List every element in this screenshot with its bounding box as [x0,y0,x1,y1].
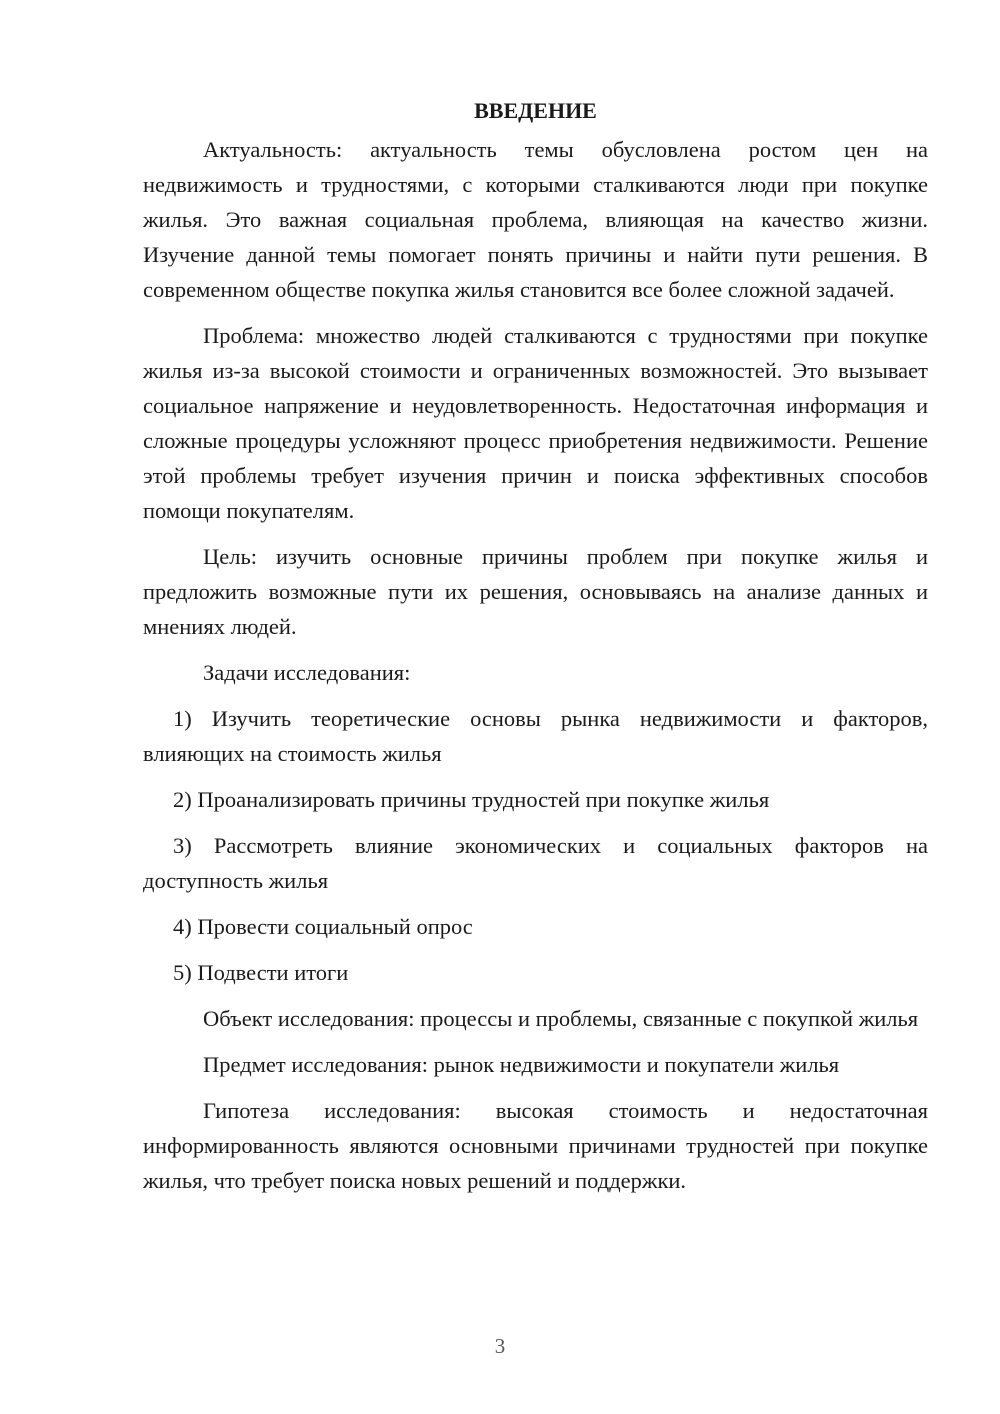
task-item-4: 4) Провести социальный опрос [173,914,473,939]
paragraph-problem: Проблема: множество людей сталкиваются с трудностями при покупке жилья из-за высокой стоимости и ограниченных возможностей. Это вызывает социальное напряжение и неудовлетворенность. Недостаточная информация и сложные процедуры усложняют процесс приобретения недвижимости. Решение этой проблемы требует изучения причин и поиска эффективных способов помощи покупателям. [143,323,928,523]
task-item-5: 5) Подвести итоги [173,960,349,985]
paragraph-tasks-title: Задачи исследования: [203,660,411,685]
paragraph-hypothesis: Гипотеза исследования: высокая стоимость и недостаточная информированность являются основными причинами трудностей при покупке жилья, что требует поиска новых решений и поддержки. [143,1098,928,1193]
task-item-3: 3) Рассмотреть влияние экономических и социальных факторов на доступность жилья [143,833,928,893]
paragraph-object: Объект исследования: процессы и проблемы, связанные с покупкой жилья [203,1006,919,1031]
section-heading: ВВЕДЕНИЕ [474,98,597,123]
task-item-2: 2) Проанализировать причины трудностей при покупке жилья [173,787,770,812]
task-item-1: 1) Изучить теоретические основы рынка недвижимости и факторов, влияющих на стоимость жилья [143,706,928,766]
page-number: 3 [494,1334,506,1358]
paragraph-subject: Предмет исследования: рынок недвижимости и покупатели жилья [203,1052,840,1077]
document-body [143,96,928,1209]
paragraph-goal: Цель: изучить основные причины проблем при покупке жилья и предложить возможные пути их решения, основываясь на анализе данных и мнениях людей. [143,544,928,639]
paragraph-relevance: Актуальность: актуальность темы обусловлена ростом цен на недвижимость и трудностями, с которыми сталкиваются люди при покупке жилья. Это важная социальная проблема, влияющая на качество жизни. Изучение данной темы помогает понять причины и найти пути решения. В современном обществе покупка жилья становится все более сложной задачей. [143,137,928,302]
